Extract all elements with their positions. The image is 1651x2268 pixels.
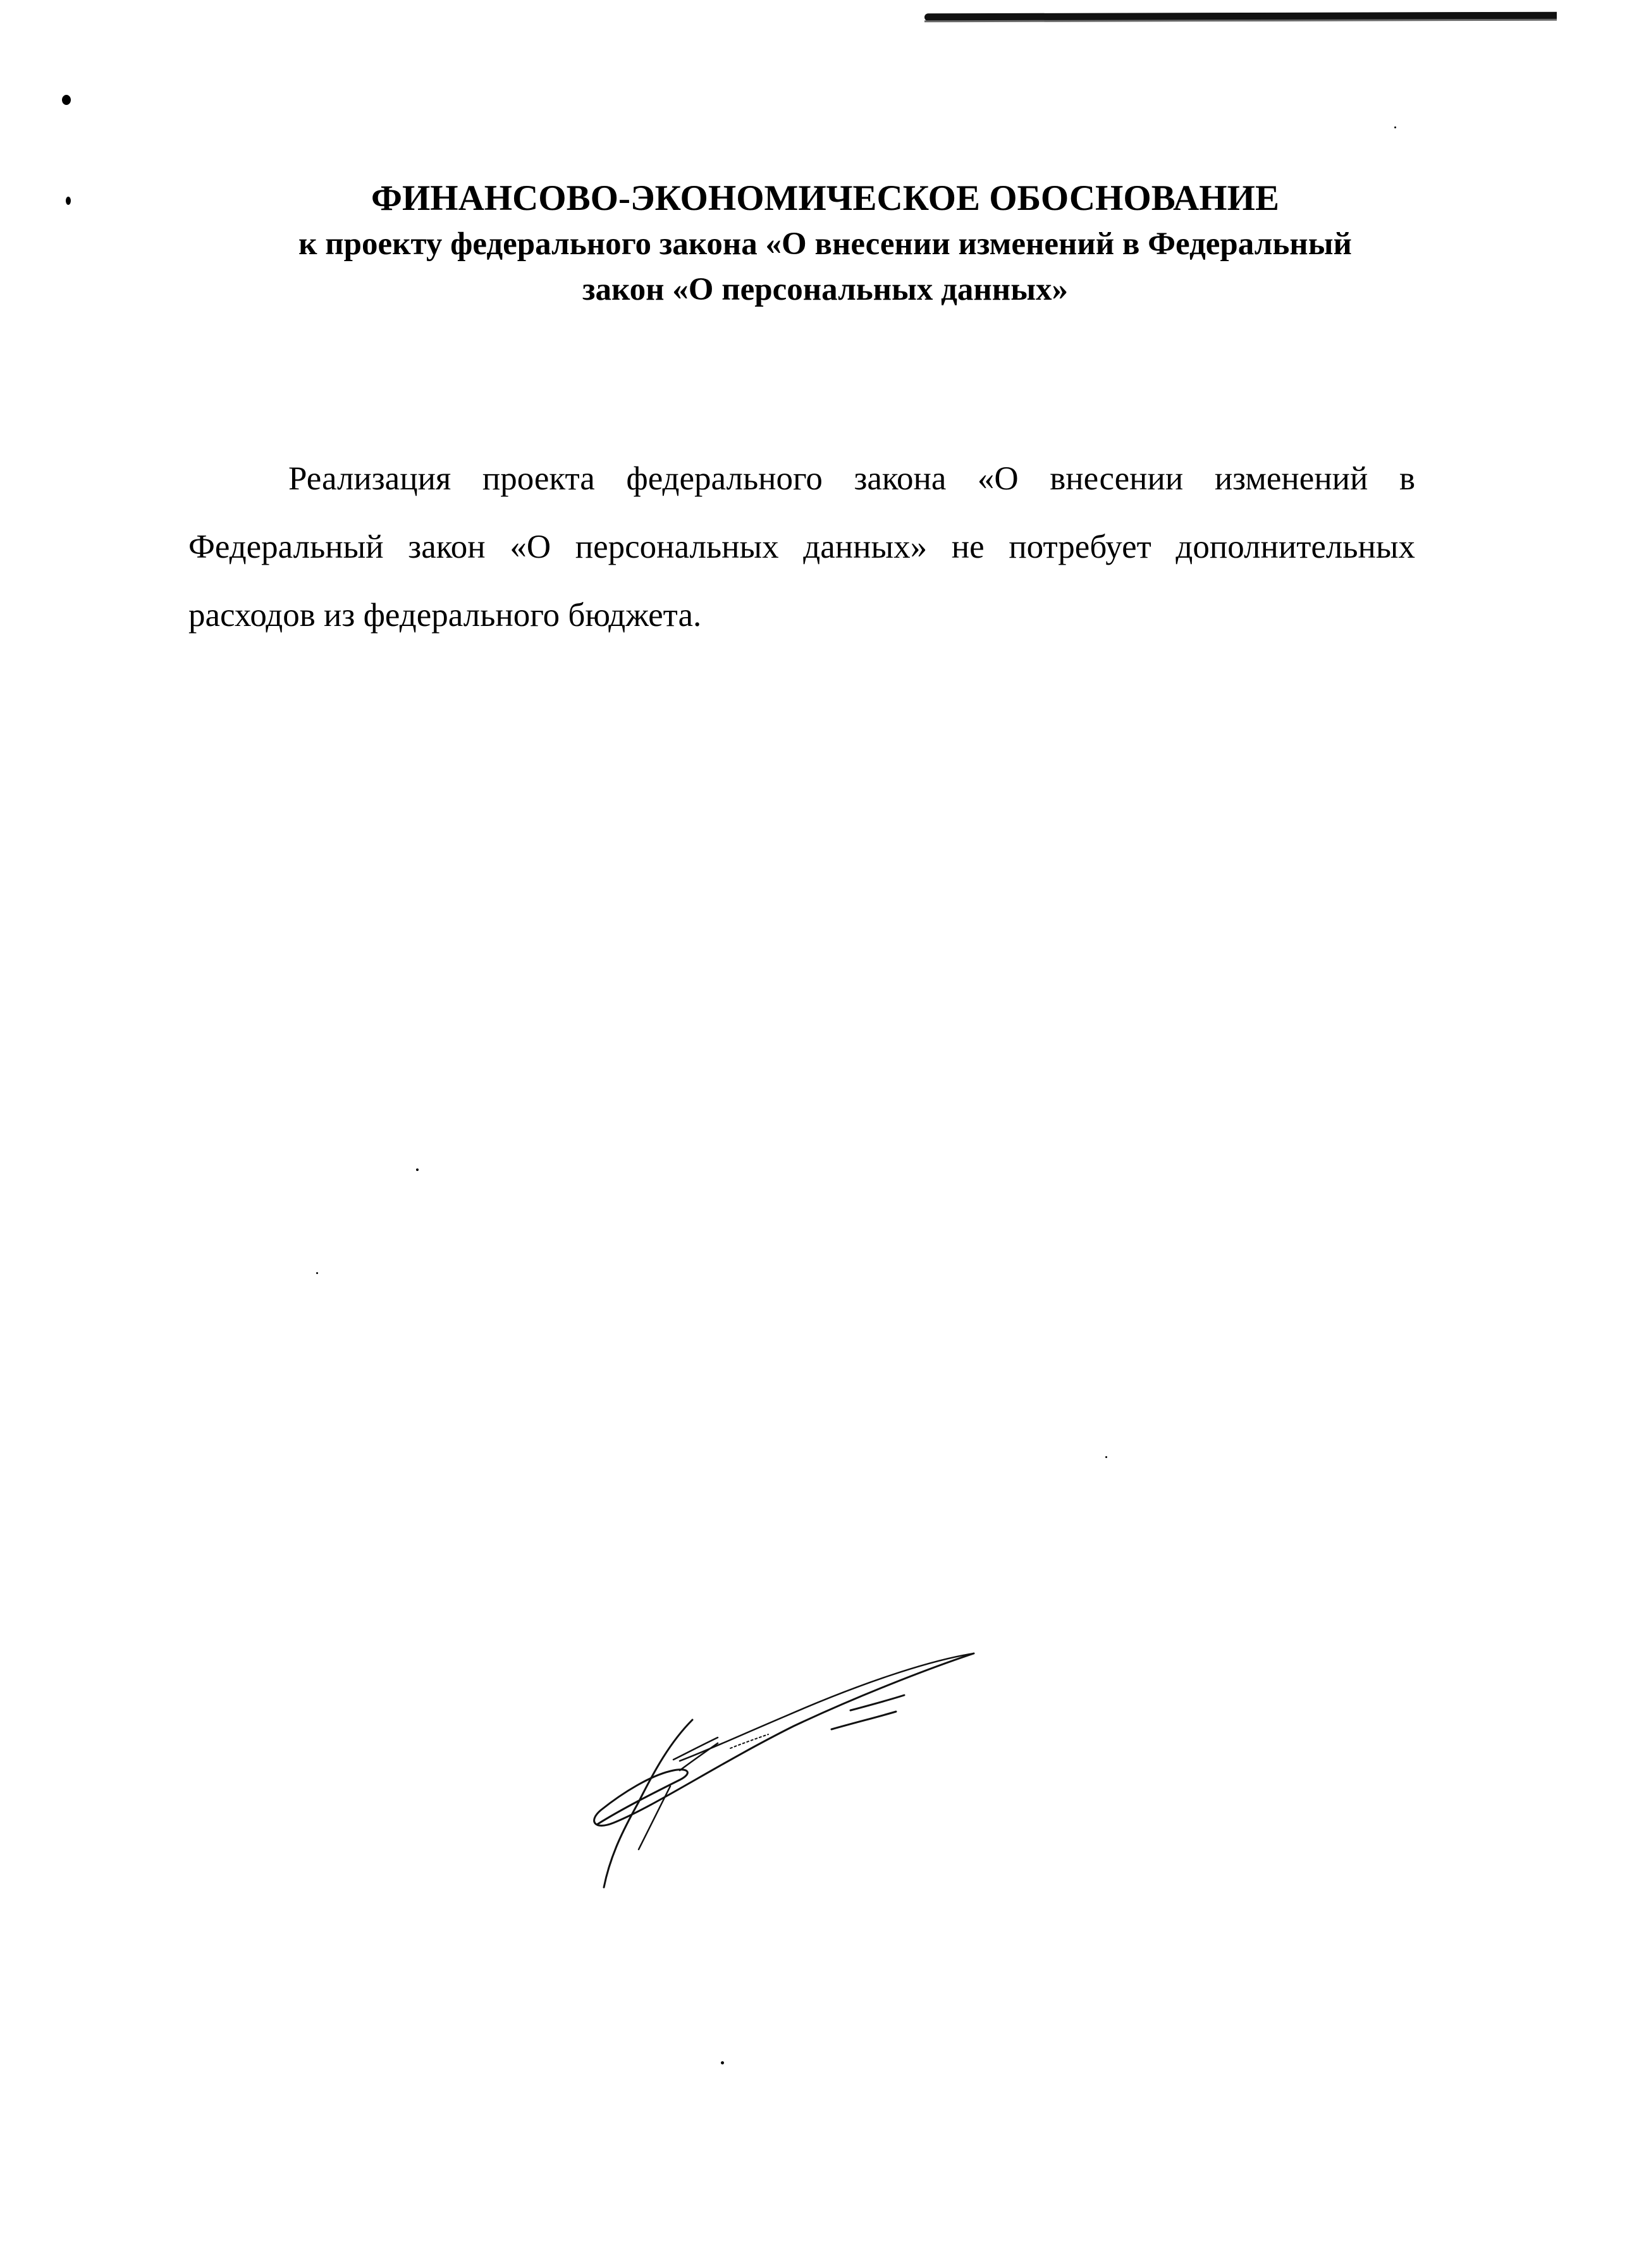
scan-speck	[721, 2061, 724, 2064]
scan-edge-artifact	[924, 12, 1557, 21]
body-paragraph	[188, 444, 1415, 649]
paragraph-line: Реализация проекта федерального закона «О внесении изменений в	[288, 460, 1415, 497]
scan-speck	[1105, 1456, 1107, 1458]
title-subheading-line: к проекту федерального закона «О внесении изменений в Федеральный	[298, 226, 1352, 262]
scan-speck	[416, 1168, 419, 1171]
scan-speck	[66, 197, 71, 205]
scan-speck	[62, 95, 71, 105]
scan-speck	[316, 1272, 318, 1274]
handwritten-signature	[585, 1641, 990, 1906]
paragraph-line: Федеральный закон «О персональных данных» не потребует дополнительных	[188, 529, 1415, 565]
document-title	[126, 176, 1524, 312]
paragraph-line: расходов из федерального бюджета.	[188, 597, 702, 634]
title-heading: ФИНАНСОВО-ЭКОНОМИЧЕСКОЕ ОБОСНОВАНИЕ	[371, 178, 1279, 218]
title-subheading-line: закон «О персональных данных»	[582, 272, 1069, 307]
scan-speck	[1394, 126, 1396, 128]
